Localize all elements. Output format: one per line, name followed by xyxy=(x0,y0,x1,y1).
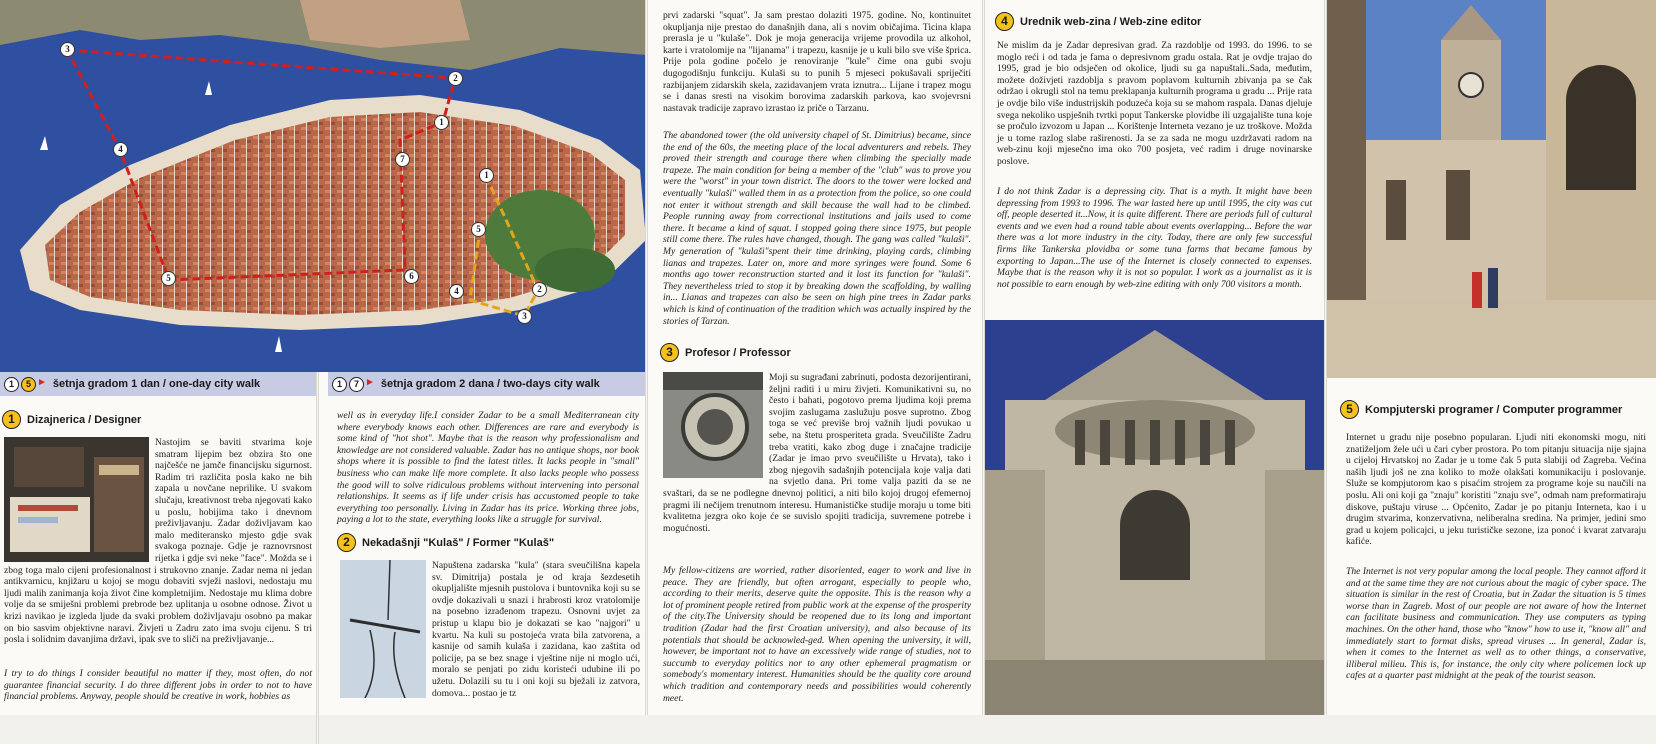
section-number: 4 xyxy=(995,12,1014,31)
programmer-text-en: The Internet is not very popular among the local people. They cannot afford it and at the same time they are not curious about the magic of cyber space. The situation is similar in the rest of Croatia, but in Zadar the situation is 5 times worse than in Zagreb. Most of our people are not aware of how the Internet can facilitate business and communication. They use computers as typing machines. On the other hand, those who "know" how to use it, "know all" and immediately start to format disks, spread viruses ... In general, Zadar is, when it comes to the Internet as well as to other things, a conservative, illiberal milieu. This is, for instance, the only city where policemen lock up cafes at a quarter past midnight at the peak of the tourist season. xyxy=(1346,566,1646,682)
map-marker: 3 xyxy=(517,309,532,324)
map-marker: 3 xyxy=(60,42,75,57)
city-map xyxy=(0,0,646,372)
kulas-text-en: The abandoned tower (the old university chapel of St. Dimitrius) became, since the end of the 60s, the meeting place of the local adventurers and rebels. They proved their strength and courage there when climbing the specially made trapeze. The main condition for being a member of the "club" was to prove you were the "worst" in your town district. The doors to the tower were locked and eventually "kulaši" walled them in as a protection from the police, so one could not enter it without strength and skill because the wall had to be climbed. People running away from correctional institutions and jails used to come there. It became a kind of squat. I stopped going there since 1975, but people still come there. The rules have changed, though. The gang was called "kulaši". My generation of "kulaši"spent their time drinking, playing cards, climbing lianas and trapezes. Later on, more and more syringes were found. Some 6 months ago tower reconstruction started and it lost its function for "kulaši". They nevertheless tried to stop it by breaking down the scaffolding, by walling in... Lianas and trapezes can also be seen on high pine trees in Zadar parks which is kind of continuation of the tradition which was actually inspired by the stories of Tarzan. xyxy=(663,130,971,327)
walk-label: šetnja gradom 2 dana / two-days city walk xyxy=(380,378,600,390)
map-marker: 6 xyxy=(404,269,419,284)
section-number: 3 xyxy=(660,343,679,362)
editor-text-en: I do not think Zadar is a depressing city. That is a myth. It might have been depressing from 1993 to 1996. The war lasted here up until 1995, the city was cut off, people deserted it...Now, it is quite different. There are periods full of cultural events and we even had a round table about events overlapping... Before the war there was a lot more industry in the city. Today, there are only few successful firms like Tankerska plovidba or some tuna farms that became famous by exporting to Japan...The use of the Internet is closely connected to expenses. Maybe that is the reason why it is not so popular. I work as a journalist as it is not possible to earn enough by web-zine editing with only 700 visitors a month. xyxy=(997,186,1312,290)
page-fold xyxy=(645,0,648,715)
professor-text-hr: Moji su sugrađani zabrinuti, podosta dezorijentirani, željni raditi i u miru živjeti. Komunikativni su, no često i bahati, pogotovo prema ljudima koji prema svojim zaslugama zaslužuju posve suprotno. Zbog toga se već previše broj važnih ljudi povukao u sebe, na štetu prosperiteta grada. Sveučilište Zadru treba vratiti, kako zbog duge i značajne tradicije (Zadar je imao prvo sveučilište u Hrvata), tako i zbog njegovih sadašnjih potencijala koje valja dati na svjetlo dana. Pri tome valja paziti da se ne svaštari, da se ne podlegne dnevnoj politici, a niti bilo kojoj drugoj efemernoj pragmi ili nečijem trenutnom interesu. Humanističke studije moraju u tome biti kvalitetna jezgra oko koje će se suvislo spojiti tradicija, suvremene potrebe i mogućnosti. xyxy=(663,372,971,534)
map-marker: 2 xyxy=(532,282,547,297)
programmer-heading xyxy=(1340,400,1622,419)
walk-bar-two-day xyxy=(328,372,646,396)
kulas-heading xyxy=(337,533,554,552)
editor-text-hr: Ne mislim da je Zadar depresivan grad. Za razdoblje od 1993. do 1996. to se moglo reći i od tada je fama o depresivnom gradu ostala. Rat je ovdje trajao do 1995, grad je bio odsječen od okolice, ljudi su ga napuštali..Sada, međutim, možete doživjeti razdoblja s pravom poplavom kulturnih zbivanja pa se čak održao i okrugli stol na temu preklapanja kulturnih programa u gradu ... Prije rata je ovdje bilo više industrijskih poduzeća koja su se mahom raspala. Danas djeluje svega nekoliko uspješnih tvrtki poput Tankerske plovidbe ili uzgajalište tuna koje se pročulo izvozom u Japan ... Korištenje Interneta vezano je uz troškove. Možda je u tome razlog slabe raširenosti. Ja se za sada ne mogu uzdržavati radom na web-zinu koji mjesečno ima oko 700 posjeta, već radim i druge novinarske poslove. xyxy=(997,40,1312,167)
map-marker: 2 xyxy=(448,71,463,86)
designer-text-hr: Nastojim se baviti stvarima koje smatram lijepim bez obzira što one najčešće ne jamče financijsku sigurnost. Radim tri različita posla kako ne bih zapala u novčane neprilike. U svakom slučaju, kreativnost treba njegovati kako u poslu, hobijima tako i dnevnom preživljavanju. Zadar doživljavam kao malo mediteransko mjesto gdje svak svakoga poznaje. Gdje je raznovrsnost rijetka i gdje svi neke "face". Možda se i zbog toga malo cijeni profesionalnost i strukovno znanje. Zadar nema ni jedan antikvarnicu, knjižaru u kojoj se mogu dobaviti svježi naslovi, nedostaju mu ljudi malih zanimanja koja život čine kompletnijim. Nedostaje mu klima dobre volje da se smiješni problemi prebrode bez uplitanja u osobne odnose. Život u krizi navikao je izgleda ljude da svaki problem doživljavaju osobno pa makar on bio sasvim objektivne naravi. Živjeti u Zadru zato ima svoju cijenu. S tri posla i solidnim davanjima državi, ipak sve to sliči na preživljavanje... xyxy=(4,437,312,646)
walk-end-number: 7 xyxy=(349,377,364,392)
map-marker: 4 xyxy=(113,142,128,157)
map-marker: 1 xyxy=(434,115,449,130)
section-title: Nekadašnji "Kulaš" / Former "Kulaš" xyxy=(362,536,555,549)
page-fold xyxy=(316,372,319,744)
section-title: Urednik web-zina / Web-zine editor xyxy=(1020,15,1202,28)
section-number: 5 xyxy=(1340,400,1359,419)
walk-start-number: 1 xyxy=(332,377,347,392)
panel-5 xyxy=(1326,0,1656,715)
section-number: 2 xyxy=(337,533,356,552)
section-title: Kompjuterski programer / Computer programmer xyxy=(1365,403,1623,416)
programmer-text-hr: Internet u gradu nije posebno popularan. Ljudi niti ekonomski mogu, niti znatiželjom žele ući u čari cyber prostora. Po tom pitanju situacija nije sjajna u cijeloj Hrvatskoj no Zadar je u tome čak 5 puta slabiji od Zagreba. Većina naših ljudi još ne zna koliko to može olakšati komunikaciju i poslovanje. Služe se kompjutorom kao s pisaćim strojem za programe koje su naučili na poslu. Ali oni koji ga "znaju" koristiti "znaju sve", odmah nam preformatiraju diskove, puštaju viruse ... Općenito, Zadar je po pitanju Interneta, kao i u drugim stvarima, konzervativna, neliberalna sredina. Na primjer, jedini smo grad u kojem policajci, u jeku turističke sezone, iza ponoć i kvarat zatvaraju kafiće. xyxy=(1346,432,1646,548)
walk-bar-one-day xyxy=(0,372,318,396)
clock-tower-photo xyxy=(1326,0,1656,378)
kulas-text-hr: Napuštena zadarska "kula" (stara sveučilišna kapela sv. Dimitrija) postala je od kraja šezdesetih okupljalište mjesnih pustolova i buntovnika koji su se ovdje dokazivali u snazi i hrabrosti kroz vratolomije na posebno izrađenom trapezu. Osnovni uvjet za pristup u klapu bio je dokazati se kao "najgori" u kvartu. Na kuli su postojeća vrata bila zatvorena, a kasnije od samih kulaša i zazidana, kao zaštita od policije, pa se bez snage i vještine nije ni moglo ući, moralo se penjati po zidu koristeći udubine ili po užetu. Dolazili su tu i oni koji su bježali iz zatvora, domova... postao je tz xyxy=(432,560,640,699)
designer-heading xyxy=(2,410,141,429)
map-marker: 5 xyxy=(471,222,486,237)
designer-text-en-continued: well as in everyday life.I consider Zadar to be a small Mediterranean city where everybody knows each other. Differences are rare and everybody is some kind of "hot shot". Maybe that is the reason why professionalism and knowledge are not considered valuable. Zadar has no antique shops, nor book shops where it is possible to find the latest titles. It lacks people in "small" business who can make life more complete. It also lacks people who possess the good will to solve ridiculous problems without intervening into personal relationships. It seems as if life under crisis has accustomed people to take everything too personally. Living in Zadar has its price. Working three jobs, paying a lot to the state, everything looks like a struggle for survival. xyxy=(337,410,639,526)
arrow-icon: ► xyxy=(365,376,375,388)
walk-start-number: 1 xyxy=(4,377,19,392)
professor-heading xyxy=(660,343,791,362)
section-title: Dizajnerica / Designer xyxy=(27,413,142,426)
panel-4 xyxy=(985,0,1325,715)
section-number: 1 xyxy=(2,410,21,429)
walk-label: šetnja gradom 1 dan / one-day city walk xyxy=(52,378,261,390)
page-fold xyxy=(1324,0,1327,715)
panel-3 xyxy=(646,0,982,715)
church-photo xyxy=(985,320,1325,715)
section-title: Profesor / Professor xyxy=(685,346,791,359)
map-marker: 7 xyxy=(395,152,410,167)
map-marker: 4 xyxy=(449,284,464,299)
kulas-photo xyxy=(340,560,426,698)
map-marker: 5 xyxy=(161,271,176,286)
walk-end-number: 5 xyxy=(21,377,36,392)
arrow-icon: ► xyxy=(37,376,47,388)
kulas-text-hr-continued: prvi zadarski "squat". Ja sam prestao dolaziti 1975. godine. No, kontinuitet okupljanja nije prestao do današnjih dana, ali s novim običajima. Ticina klapa prerasla je u "kulaše". Dok je moja generacija vrijeme provodila uz alkohol, karte i vratolomije na "lijanama" i trapezu, kasnije je u kuli bilo sve više šprica. Prije pola godine počelo je renoviranje "kule" čime ona gubi svoju dugogodišnju funkciju. Kulaši su to punih 5 mjeseci pokušavali spriječiti razbijanjem zidarskih skela, zazidavanjem vrata iznutra... Lijane i trapez mogu se i danas sresti na visokim borovima zadarskih parkova, kao svojevrsni nastavak tradicije zapravo izrastao iz priče o Tarzanu. xyxy=(663,10,971,114)
page-fold xyxy=(982,0,985,715)
map-marker: 1 xyxy=(479,168,494,183)
editor-heading xyxy=(995,12,1201,31)
professor-text-en: My fellow-citizens are worried, rather disoriented, eager to work and live in peace. They are friendly, but often arrogant, especially to people who, according to their merits, deserve quite the opposite. This is the reason why a lot of prominent people retired from public work at the expense of the prosperity of the city.The University should be reopened due to its long and important tradition (Zadar had the first Croatian university), and also because of its potentials that should be acknowled-ged. When opening the university, it will, however, be important not to have an excessively wide range of studies, not to succumb to everyday politics nor to any other ephemeral pragmatism or somebody's momentary interest. Humanities should be the quality core around which tradition and contemporary needs and possibilities would coherently meet. xyxy=(663,565,971,704)
designer-text-en: I try to do things I consider beautiful no matter if they, most often, do not guarantee financial security. I do three different jobs in order to not to have financial problems. Anyway, people should be creative in work, hobbies as xyxy=(4,668,312,703)
